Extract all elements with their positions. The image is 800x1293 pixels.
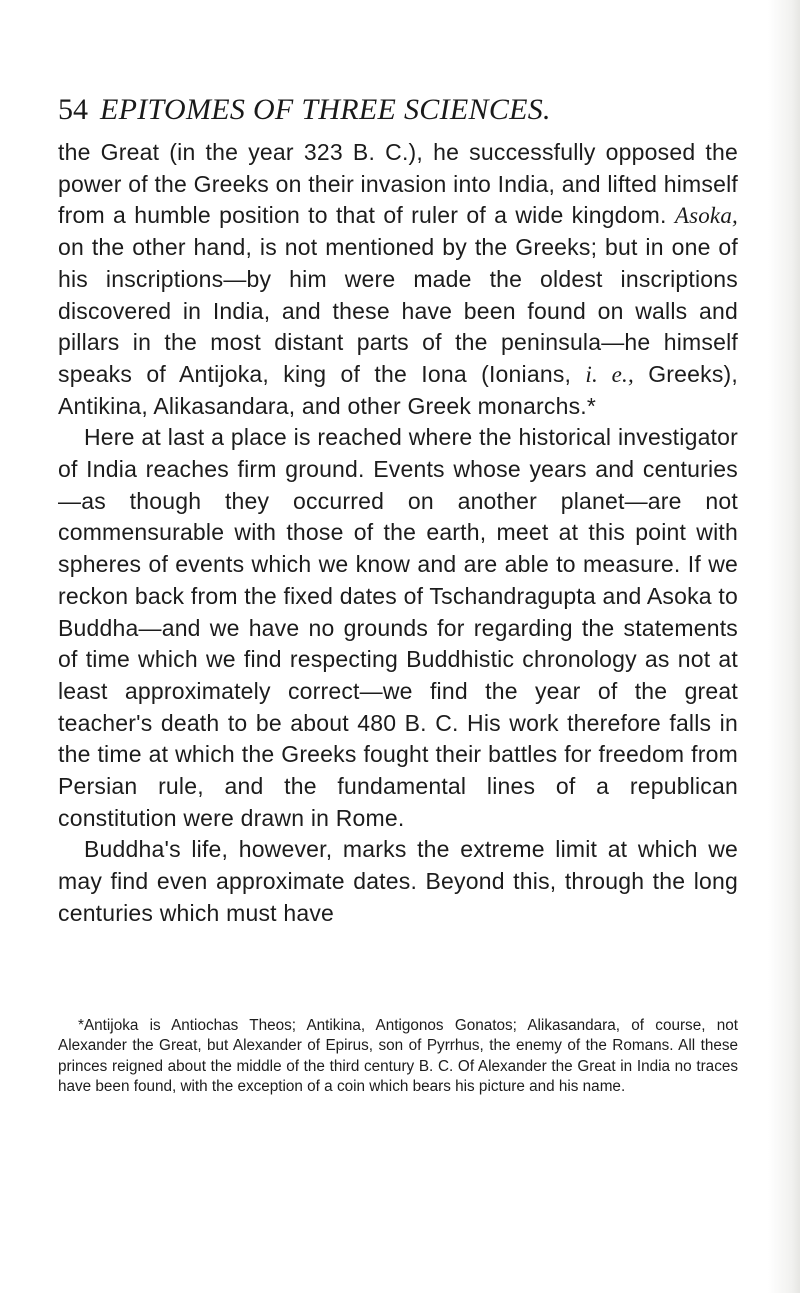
paragraph-1-part-c: Greeks), Antikina, Alikasandara, and other Greek monarchs.* [58,360,738,419]
paragraph-1-part-b: on the other hand, is not mentioned by the Greeks; but in one of his inscriptions—by him were made the oldest inscriptions discovered in India, and these have been found on walls and pillars in the most distant parts of the peninsula—he himself speaks of Antijoka, king of the Iona (Ionians, [58,234,738,387]
paragraph-2: Here at last a place is reached where the historical investigator of India reaches firm ground. Events whose years and centuries—as though they occurred on another planet—are not commensurable with those of the earth, meet at this point with spheres of events which we know and are able to measure. If we reckon back from the fixed dates of Tschandragupta and Asoka to Buddha—and we have no grounds for regarding the statements of time which we find respecting Buddhistic chronology as not at least approximately correct—we find the year of the great teacher's death to be about 480 B. C. His work therefore falls in the time at which the Greeks fought their battles for freedom from Persian rule, and the fundamental lines of a republican constitution were drawn in Rome. [58,424,738,831]
page-header [58,90,758,134]
paragraph-1 [58,137,738,422]
asoka-italic: Asoka, [674,203,738,229]
ie-italic: i. e., [585,361,634,387]
footnote-text: *Antijoka is Antiochas Theos; Antikina, Antigonos Gonatos; Alikasandara, of course, not Alexander the Great, but Alexander of Epirus, son of Pyrrhus, the enemy of the Romans. All these princes reigned about the middle of the third century B. C. Of Alexander the Great in India no traces have been found, with the exception of a coin which bears his picture and his name. [58,1017,738,1096]
running-title: EPITOMES OF THREE SCIENCES. [100,93,551,126]
page-number: 54 [58,93,88,126]
footnote [58,1016,738,1098]
body-text [58,137,738,930]
paragraph-3: Buddha's life, however, marks the extreme limit at which we may find even approximate dates. Beyond this, through the long centuries which must have [58,836,738,926]
paragraph-1-part-a: the Great (in the year 323 B. C.), he successfully opposed the power of the Greeks on their invasion into India, and lifted himself from a humble position to that of ruler of a wide kingdom. [58,139,738,229]
